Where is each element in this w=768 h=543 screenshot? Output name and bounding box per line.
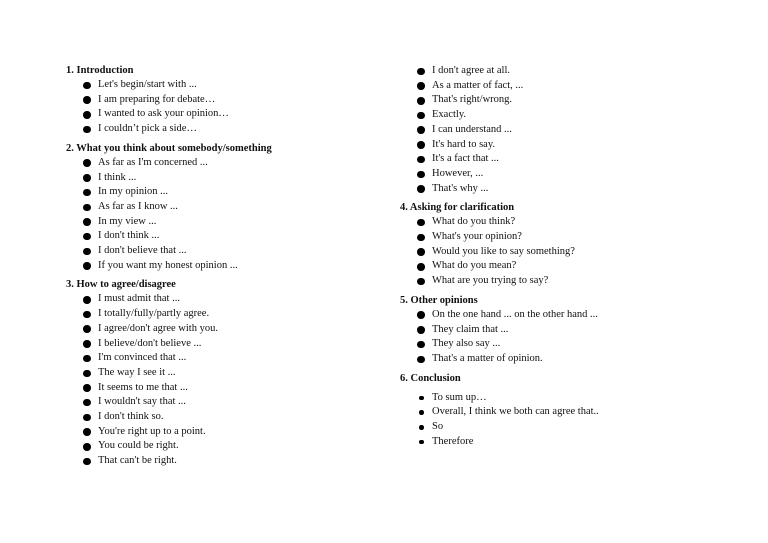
- bullet-icon: [83, 174, 91, 182]
- phrase-text: I don't think ...: [98, 230, 160, 242]
- phrase-text: What do you mean?: [432, 260, 517, 272]
- phrase-text: However, ...: [432, 167, 484, 179]
- bullet-icon: [83, 126, 91, 134]
- list-item: [66, 292, 396, 307]
- bullet-icon: [417, 126, 425, 134]
- phrase-text: It's a fact that ...: [432, 153, 499, 165]
- phrase-text: I totally/fully/partly agree.: [98, 308, 210, 320]
- list-item: [400, 123, 730, 138]
- phrase-text: I don't agree at all.: [432, 65, 510, 76]
- phrase-text: I don't believe that ...: [98, 245, 187, 257]
- phrase-text: I agree/don't agree with you.: [98, 322, 218, 334]
- list-item: [400, 152, 730, 167]
- list-item: [400, 352, 730, 367]
- list-item: [400, 323, 730, 338]
- phrase-text: I must admit that ...: [98, 293, 180, 305]
- bullet-icon: [417, 248, 425, 256]
- bullet-icon: [83, 218, 91, 226]
- list-item: [66, 454, 396, 469]
- list-item: [66, 185, 396, 200]
- list-item: [66, 215, 396, 230]
- bullet-icon: [83, 443, 91, 451]
- section-other-opinions: [400, 294, 730, 367]
- bullet-icon: [83, 262, 91, 270]
- phrase-text: To sum up…: [432, 391, 487, 403]
- list-item: [66, 229, 396, 244]
- bullet-icon: [417, 82, 425, 90]
- phrase-text: What's your opinion?: [432, 231, 522, 243]
- list-item: [66, 439, 396, 454]
- bullet-icon: [83, 233, 91, 241]
- phrase-list: [400, 215, 730, 289]
- bullet-icon: [417, 141, 425, 149]
- bullet-icon: [419, 410, 424, 415]
- phrase-text: So: [432, 421, 444, 433]
- list-item: [400, 259, 730, 274]
- bullet-icon: [417, 171, 425, 179]
- phrase-text: You're right up to a point.: [98, 425, 206, 437]
- bullet-icon: [417, 326, 425, 334]
- list-item: [66, 322, 396, 337]
- bullet-icon: [83, 159, 91, 167]
- phrase-text: I wanted to ask your opinion…: [98, 108, 229, 120]
- list-item: [400, 391, 730, 406]
- bullet-icon: [417, 341, 425, 349]
- section-title: 5. Other opinions: [400, 294, 478, 306]
- bullet-icon: [83, 189, 91, 197]
- list-item: [400, 274, 730, 289]
- list-item: [400, 79, 730, 94]
- section-agree-disagree: [66, 278, 396, 468]
- bullet-icon: [83, 414, 91, 422]
- bullet-icon: [417, 356, 425, 364]
- section-introduction: [66, 64, 396, 137]
- bullet-icon: [419, 440, 424, 445]
- section-title: 4. Asking for clarification: [400, 202, 515, 214]
- section-asking-clarification: [400, 201, 730, 289]
- phrase-list-continued: [400, 64, 730, 196]
- phrase-list: [66, 78, 396, 137]
- right-column: [400, 64, 730, 454]
- bullet-icon: [83, 204, 91, 212]
- phrase-text: I couldn’t pick a side…: [98, 123, 197, 135]
- phrase-text: I think ...: [98, 171, 137, 183]
- bullet-icon: [83, 384, 91, 392]
- bullet-icon: [419, 425, 424, 430]
- phrase-text: What are you trying to say?: [432, 275, 549, 287]
- section-title: 6. Conclusion: [400, 372, 461, 384]
- phrase-text: As a matter of fact, ...: [432, 79, 524, 91]
- list-item: [400, 435, 730, 450]
- list-item: [400, 93, 730, 108]
- list-item: [66, 171, 396, 186]
- phrase-text: On the one hand ... on the other hand ...: [432, 308, 598, 320]
- phrase-text: In my opinion ...: [98, 186, 168, 198]
- list-item: [66, 410, 396, 425]
- list-item: [66, 351, 396, 366]
- section-title: 2. What you think about somebody/something: [66, 142, 272, 154]
- phrase-text: In my view ...: [98, 215, 157, 227]
- list-item: [400, 138, 730, 153]
- section-title: 1. Introduction: [66, 65, 134, 76]
- list-item: [66, 366, 396, 381]
- list-item: [400, 405, 730, 420]
- phrase-text: They also say ...: [432, 338, 501, 350]
- list-item: [400, 215, 730, 230]
- phrase-list: [400, 308, 730, 367]
- left-column: [66, 64, 396, 474]
- list-item: [66, 93, 396, 108]
- section-title: 3. How to agree/disagree: [66, 279, 176, 291]
- list-item: [400, 182, 730, 197]
- section-conclusion: [400, 372, 730, 450]
- phrase-text: It seems to me that ...: [98, 381, 188, 393]
- list-item: [66, 244, 396, 259]
- phrase-text: Therefore: [432, 435, 474, 447]
- bullet-icon: [83, 82, 91, 90]
- bullet-icon: [83, 340, 91, 348]
- phrase-text: You could be right.: [98, 440, 179, 452]
- phrase-text: I believe/don't believe ...: [98, 337, 202, 349]
- phrase-text: As far as I'm concerned ...: [98, 156, 208, 168]
- bullet-icon: [83, 325, 91, 333]
- phrase-list: [66, 292, 396, 468]
- bullet-icon: [83, 111, 91, 119]
- list-item: [66, 107, 396, 122]
- phrase-text: That's why ...: [432, 182, 489, 194]
- phrase-text: As far as I know ...: [98, 200, 178, 212]
- phrase-text: I don't think so.: [98, 411, 164, 423]
- bullet-icon: [417, 278, 425, 286]
- bullet-icon: [83, 458, 91, 466]
- bullet-icon: [417, 112, 425, 120]
- phrase-text: If you want my honest opinion ...: [98, 259, 238, 271]
- bullet-icon: [417, 156, 425, 164]
- bullet-icon: [417, 234, 425, 242]
- bullet-icon: [417, 97, 425, 105]
- bullet-icon: [83, 296, 91, 304]
- phrase-text: I wouldn't say that ...: [98, 396, 186, 408]
- bullet-icon: [83, 311, 91, 319]
- bullet-icon: [419, 396, 424, 401]
- list-item: [400, 420, 730, 435]
- phrase-text: They claim that ...: [432, 323, 509, 335]
- phrase-text: I can understand ...: [432, 123, 512, 135]
- phrase-text: Overall, I think we both can agree that..: [432, 406, 599, 418]
- phrase-text: What do you think?: [432, 216, 516, 228]
- list-item: [66, 78, 396, 93]
- bullet-icon: [417, 185, 425, 193]
- list-item: [400, 337, 730, 352]
- list-item: [400, 230, 730, 245]
- bullet-icon: [417, 219, 425, 227]
- list-item: [400, 108, 730, 123]
- list-item: [400, 64, 730, 79]
- list-item: [66, 156, 396, 171]
- bullet-icon: [83, 399, 91, 407]
- phrase-text: I'm convinced that ...: [98, 352, 187, 364]
- phrase-text: That can't be right.: [98, 455, 177, 467]
- bullet-icon: [83, 248, 91, 256]
- list-item: [66, 381, 396, 396]
- phrase-text: Let's begin/start with ...: [98, 79, 197, 90]
- bullet-icon: [417, 263, 425, 271]
- phrase-text: Would you like to say something?: [432, 245, 575, 257]
- list-item: [66, 337, 396, 352]
- bullet-icon: [83, 428, 91, 436]
- phrase-text: It's hard to say.: [432, 138, 496, 150]
- phrase-text: That's a matter of opinion.: [432, 352, 543, 364]
- list-item: [66, 425, 396, 440]
- list-item: [66, 200, 396, 215]
- bullet-icon: [83, 370, 91, 378]
- list-item: [66, 259, 396, 274]
- phrase-text: The way I see it ...: [98, 366, 176, 378]
- list-item: [66, 122, 396, 137]
- section-what-you-think: [66, 142, 396, 274]
- list-item: [66, 395, 396, 410]
- bullet-icon: [83, 96, 91, 104]
- bullet-icon: [83, 355, 91, 363]
- phrase-text: Exactly.: [432, 109, 467, 121]
- list-item: [400, 167, 730, 182]
- list-item: [400, 308, 730, 323]
- list-item: [66, 307, 396, 322]
- list-item: [400, 245, 730, 260]
- bullet-icon: [417, 311, 425, 319]
- bullet-icon: [417, 68, 425, 76]
- phrase-text: I am preparing for debate…: [98, 93, 216, 105]
- phrase-list: [66, 156, 396, 274]
- phrase-text: That's right/wrong.: [432, 94, 513, 106]
- phrase-list: [400, 391, 730, 450]
